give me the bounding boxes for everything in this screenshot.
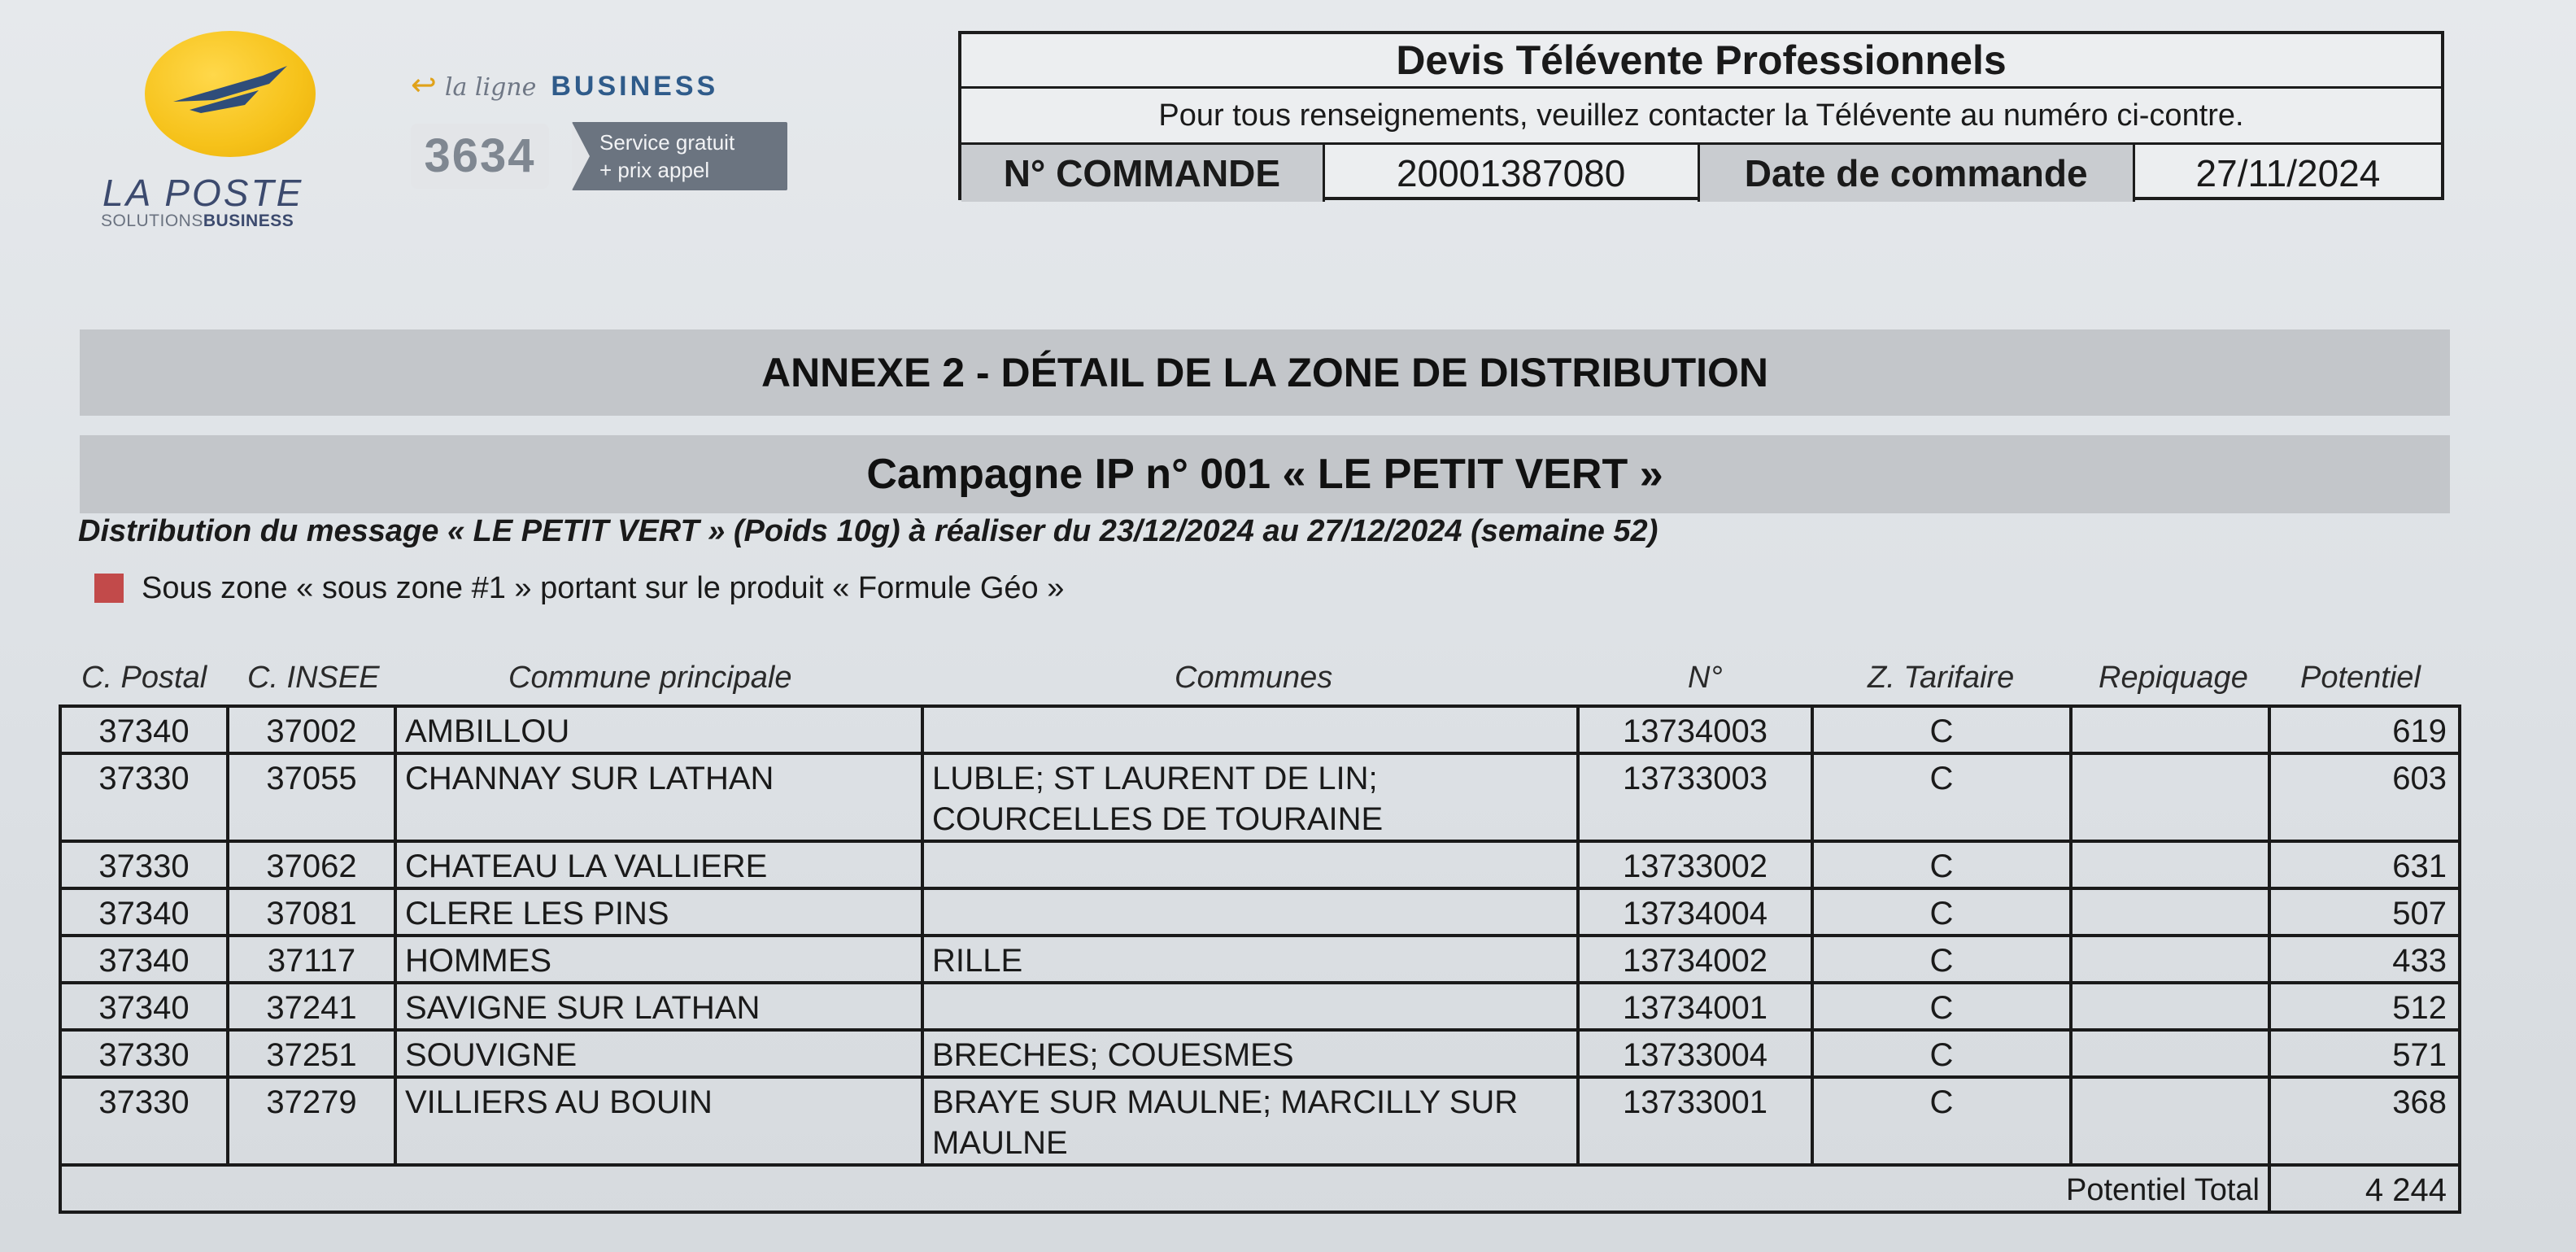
zone-cell: C <box>1812 706 2071 753</box>
repiquage-cell <box>2071 888 2269 936</box>
commune-cell: CLERE LES PINS <box>395 888 922 936</box>
postal-cell: 37330 <box>60 1030 228 1077</box>
postal-cell: 37340 <box>60 983 228 1030</box>
postal-cell: 37330 <box>60 753 228 841</box>
col-header-communes: Communes <box>1175 661 1333 695</box>
table-row <box>60 936 2460 983</box>
zone-cell: C <box>1812 753 2071 841</box>
total-spacer <box>60 1165 1578 1212</box>
col-header-number: N° <box>1688 661 1723 695</box>
phone-hook-icon: ↩ <box>411 68 437 103</box>
commune-cell: SOUVIGNE <box>395 1030 922 1077</box>
order-date: 27/11/2024 <box>2195 152 2381 194</box>
communes-cell: LUBLE; ST LAURENT DE LIN; COURCELLES DE TOURAINE <box>922 753 1578 841</box>
table-row <box>60 706 2460 753</box>
commune-cell: CHATEAU LA VALLIERE <box>395 841 922 888</box>
col-header-repiquage: Repiquage <box>2099 661 2248 695</box>
communes-cell <box>922 841 1578 888</box>
total-row <box>60 1165 2460 1212</box>
insee-cell: 37117 <box>228 936 395 983</box>
la-poste-brand: LA POSTE <box>102 172 304 214</box>
table-row <box>60 983 2460 1030</box>
potentiel-cell: 507 <box>2269 888 2460 936</box>
annex-title: ANNEXE 2 - DÉTAIL DE LA ZONE DE DISTRIBUTION <box>80 329 2450 416</box>
postal-cell: 37340 <box>60 706 228 753</box>
communes-cell: RILLE <box>922 936 1578 983</box>
la-poste-sun-icon <box>145 31 316 157</box>
insee-cell: 37241 <box>228 983 395 1030</box>
potentiel-cell: 571 <box>2269 1030 2460 1077</box>
phone-number: 3634 <box>411 124 549 189</box>
col-header-potentiel: Potentiel <box>2300 661 2421 695</box>
repiquage-cell <box>2071 706 2269 753</box>
number-cell: 13733003 <box>1578 753 1812 841</box>
la-poste-logo <box>98 31 342 242</box>
insee-cell: 37062 <box>228 841 395 888</box>
date-label: Date de commande <box>1700 145 2135 202</box>
number-cell: 13733004 <box>1578 1030 1812 1077</box>
potentiel-cell: 619 <box>2269 706 2460 753</box>
quote-header <box>958 31 2444 200</box>
number-cell: 13734001 <box>1578 983 1812 1030</box>
number-cell: 13734004 <box>1578 888 1812 936</box>
campaign-title: Campagne IP n° 001 « LE PETIT VERT » <box>80 435 2450 513</box>
order-label: N° COMMANDE <box>961 145 1325 202</box>
communes-cell: BRECHES; COUESMES <box>922 1030 1578 1077</box>
distribution-table <box>59 705 2461 1214</box>
insee-cell: 37055 <box>228 753 395 841</box>
ligne-business-logo <box>411 67 809 197</box>
col-header-commune: Commune principale <box>508 661 792 695</box>
table-row <box>60 1030 2460 1077</box>
insee-cell: 37002 <box>228 706 395 753</box>
table-row <box>60 888 2460 936</box>
communes-cell: BRAYE SUR MAULNE; MARCILLY SUR MAULNE <box>922 1077 1578 1165</box>
number-cell: 13734002 <box>1578 936 1812 983</box>
number-cell: 13733002 <box>1578 841 1812 888</box>
col-header-zone: Z. Tarifaire <box>1868 661 2015 695</box>
table-row <box>60 1077 2460 1165</box>
postal-cell: 37340 <box>60 888 228 936</box>
communes-cell <box>922 983 1578 1030</box>
number-cell: 13734003 <box>1578 706 1812 753</box>
service-badge: Service gratuit + prix appel <box>572 122 787 190</box>
potentiel-cell: 603 <box>2269 753 2460 841</box>
total-label: Potentiel Total <box>1578 1165 2269 1212</box>
number-cell: 13733001 <box>1578 1077 1812 1165</box>
insee-cell: 37081 <box>228 888 395 936</box>
distribution-text: Distribution du message « LE PETIT VERT » (Poids 10g) à réaliser du 23/12/2024 au 27/12/2024 (semaine 52) <box>78 514 1658 548</box>
col-header-insee: C. INSEE <box>247 661 380 695</box>
communes-cell <box>922 888 1578 936</box>
postal-cell: 37330 <box>60 1077 228 1165</box>
zone-cell: C <box>1812 983 2071 1030</box>
repiquage-cell <box>2071 983 2269 1030</box>
la-poste-subtitle: SOLUTIONSBUSINESS <box>101 212 294 230</box>
postal-cell: 37330 <box>60 841 228 888</box>
repiquage-cell <box>2071 1077 2269 1165</box>
subzone-marker-icon <box>94 574 124 603</box>
postal-cell: 37340 <box>60 936 228 983</box>
repiquage-cell <box>2071 936 2269 983</box>
total-value: 4 244 <box>2269 1165 2460 1212</box>
zone-cell: C <box>1812 1030 2071 1077</box>
table-row <box>60 841 2460 888</box>
communes-cell <box>922 706 1578 753</box>
repiquage-cell <box>2071 841 2269 888</box>
potentiel-cell: 631 <box>2269 841 2460 888</box>
quote-title: Devis Télévente Professionnels <box>961 34 2441 89</box>
insee-cell: 37279 <box>228 1077 395 1165</box>
subzone-line <box>94 571 1064 606</box>
potentiel-cell: 368 <box>2269 1077 2460 1165</box>
commune-cell: VILLIERS AU BOUIN <box>395 1077 922 1165</box>
potentiel-cell: 512 <box>2269 983 2460 1030</box>
commune-cell: AMBILLOU <box>395 706 922 753</box>
commune-cell: SAVIGNE SUR LATHAN <box>395 983 922 1030</box>
commune-cell: CHANNAY SUR LATHAN <box>395 753 922 841</box>
zone-cell: C <box>1812 1077 2071 1165</box>
zone-cell: C <box>1812 936 2071 983</box>
table-row <box>60 753 2460 841</box>
repiquage-cell <box>2071 1030 2269 1077</box>
order-number: 20001387080 <box>1325 145 1700 202</box>
subzone-text: Sous zone « sous zone #1 » portant sur le produit « Formule Géo » <box>142 571 1065 605</box>
potentiel-cell: 433 <box>2269 936 2460 983</box>
contact-info: Pour tous renseignements, veuillez contacter la Télévente au numéro ci-contre. <box>961 89 2441 145</box>
repiquage-cell <box>2071 753 2269 841</box>
commune-cell: HOMMES <box>395 936 922 983</box>
zone-cell: C <box>1812 841 2071 888</box>
insee-cell: 37251 <box>228 1030 395 1077</box>
col-header-postal: C. Postal <box>81 661 207 695</box>
ligne-business-word: BUSINESS <box>551 71 719 102</box>
ligne-script: la ligne <box>444 73 537 102</box>
zone-cell: C <box>1812 888 2071 936</box>
